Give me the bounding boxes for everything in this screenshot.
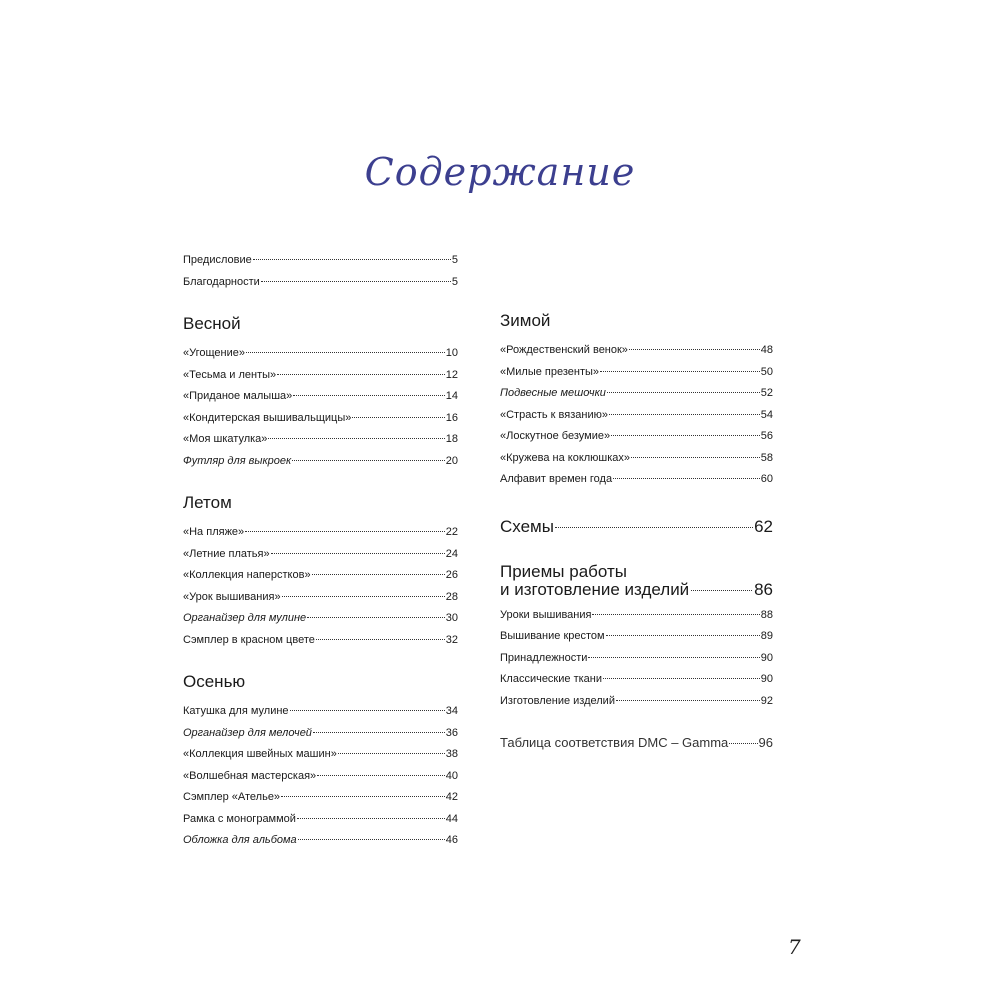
toc-entry-schemes[interactable]: [500, 513, 773, 541]
section-heading-winter: Зимой: [500, 311, 551, 330]
dot-leader: [592, 614, 759, 615]
toc-entry[interactable]: [183, 830, 458, 852]
toc-entry-label: «Волшебная мастерская»: [183, 769, 317, 782]
toc-entry-label: Классические ткани: [500, 673, 602, 685]
toc-entry-page: 16: [445, 411, 458, 424]
toc-entry[interactable]: [183, 522, 458, 544]
toc-entry[interactable]: [500, 669, 773, 691]
toc-entry[interactable]: [183, 544, 458, 566]
dot-leader: [277, 374, 445, 375]
toc-entry-techniques[interactable]: [500, 563, 773, 599]
toc-entry-page: 38: [445, 748, 458, 760]
toc-entry-page: 44: [445, 812, 458, 825]
toc-entry-label: «Тесьма и ленты»: [183, 368, 277, 381]
toc-entry-page: 96: [758, 735, 773, 750]
toc-entry[interactable]: [183, 343, 458, 365]
dot-leader: [600, 371, 760, 372]
toc-entry[interactable]: [500, 605, 773, 627]
dot-leader: [268, 438, 444, 439]
toc-entry[interactable]: [183, 744, 458, 766]
toc-entry[interactable]: [500, 362, 773, 384]
toc-entry[interactable]: [500, 448, 773, 470]
dot-leader: [691, 590, 752, 591]
toc-entry[interactable]: [183, 766, 458, 788]
toc-entry-page: 20: [445, 454, 458, 467]
section-heading-spring: Весной: [183, 314, 241, 333]
dot-leader: [297, 818, 445, 819]
toc-entry-label-line2: и изготовление изделий: [500, 579, 690, 599]
dot-leader: [603, 678, 760, 679]
toc-entry[interactable]: [183, 272, 458, 294]
toc-left-column: [183, 250, 458, 852]
dot-leader: [261, 281, 451, 282]
toc-entry[interactable]: [183, 723, 458, 745]
toc-entry-page: 56: [760, 430, 773, 442]
toc-entry[interactable]: [500, 405, 773, 427]
toc-entry[interactable]: [183, 386, 458, 408]
toc-entry-label: Таблица соответствия DMC – Gamma: [500, 735, 729, 750]
toc-entry-label: «Приданое малыша»: [183, 390, 293, 402]
toc-entry-label: «Угощение»: [183, 347, 245, 359]
toc-entry-page: 42: [445, 791, 458, 803]
toc-entry-page: 14: [445, 390, 458, 402]
dot-leader: [629, 349, 760, 350]
dot-leader: [282, 596, 445, 597]
toc-entry-label: Схемы: [500, 516, 554, 536]
toc-entry-label: «Летние платья»: [183, 547, 270, 560]
dot-leader: [290, 710, 445, 711]
toc-entry-page: 5: [451, 254, 458, 266]
toc-entry-page: 40: [445, 769, 458, 782]
toc-entry-page: 92: [760, 694, 773, 707]
dot-leader: [607, 392, 760, 393]
toc-entry-label-line1: Приемы работы: [500, 561, 627, 581]
toc-entry-page: 86: [754, 579, 773, 599]
toc-entry-label: Подвесные мешочки: [500, 387, 606, 399]
toc-right-column: [500, 310, 773, 754]
dot-leader: [313, 732, 445, 733]
toc-entry-page: 5: [451, 275, 458, 288]
page-number: 7: [788, 935, 801, 959]
toc-entry[interactable]: [183, 250, 458, 272]
toc-entry-label: «Моя шкатулка»: [183, 433, 268, 445]
toc-entry[interactable]: [183, 587, 458, 609]
dot-leader: [307, 617, 445, 618]
toc-entry-label: Обложка для альбома: [183, 834, 297, 846]
toc-entry-page: 54: [760, 408, 773, 421]
dot-leader: [317, 775, 445, 776]
dot-leader: [246, 352, 445, 353]
dot-leader: [298, 839, 445, 840]
toc-entry-page: 18: [445, 433, 458, 445]
dot-leader: [613, 478, 760, 479]
dot-leader: [631, 457, 760, 458]
dot-leader: [609, 414, 760, 415]
toc-entry[interactable]: [183, 701, 458, 723]
toc-entry-page: 24: [445, 547, 458, 560]
toc-entry[interactable]: [183, 787, 458, 809]
toc-entry-label: Сэмплер в красном цвете: [183, 633, 315, 646]
toc-entry[interactable]: [183, 565, 458, 587]
page-title: Содержание: [364, 150, 636, 194]
toc-entry-label: «Кружева на коклюшках»: [500, 451, 631, 464]
dot-leader: [271, 553, 445, 554]
toc-entry-page: 30: [445, 612, 458, 624]
toc-entry[interactable]: [183, 451, 458, 473]
toc-entry-page: 46: [445, 834, 458, 846]
toc-entry[interactable]: [500, 383, 773, 405]
toc-entry-label: «Коллекция швейных машин»: [183, 748, 337, 760]
toc-entry-label: Принадлежности: [500, 651, 588, 664]
dot-leader: [606, 635, 760, 636]
toc-entry-page: 28: [445, 590, 458, 603]
toc-entry[interactable]: [183, 408, 458, 430]
toc-entry-page: 90: [760, 673, 773, 685]
toc-entry-label: «На пляже»: [183, 526, 245, 538]
toc-entry-label: «Страсть к вязанию»: [500, 408, 608, 421]
toc-entry-label: Предисловие: [183, 254, 252, 266]
toc-entry-page: 34: [445, 705, 458, 717]
toc-entry[interactable]: [183, 630, 458, 652]
dot-leader: [729, 743, 757, 744]
toc-entry-label: Уроки вышивания: [500, 608, 592, 621]
toc-entry[interactable]: [183, 608, 458, 630]
toc-entry-label: «Лоскутное безумие»: [500, 430, 611, 442]
toc-entry-page: 62: [754, 516, 773, 536]
toc-entry-label: «Кондитерская вышивальщицы»: [183, 411, 352, 424]
dot-leader: [281, 796, 445, 797]
toc-entry-label: Футляр для выкроек: [183, 454, 292, 467]
section-heading-summer: Летом: [183, 493, 232, 512]
dot-leader: [253, 259, 451, 260]
section-heading-autumn: Осенью: [183, 672, 246, 691]
dot-leader: [616, 700, 760, 701]
toc-entry[interactable]: [500, 691, 773, 713]
dot-leader: [611, 435, 760, 436]
toc-entry-label: Изготовление изделий: [500, 694, 615, 707]
toc-entry-page: 48: [760, 344, 773, 356]
toc-entry[interactable]: [183, 809, 458, 831]
toc-entry-label: «Милые презенты»: [500, 365, 600, 378]
dot-leader: [292, 460, 445, 461]
toc-entry-page: 89: [760, 630, 773, 642]
toc-entry-label: Сэмплер «Ателье»: [183, 791, 281, 803]
toc-entry-label: Катушка для мулине: [183, 705, 289, 717]
toc-entry-page: 90: [760, 651, 773, 664]
toc-entry-page: 10: [445, 347, 458, 359]
toc-entry-label: Алфавит времен года: [500, 473, 613, 485]
toc-entry-label: Благодарности: [183, 275, 260, 288]
toc-entry-label: «Рождественский венок»: [500, 344, 628, 356]
toc-entry-table[interactable]: [500, 732, 773, 754]
toc-entry[interactable]: [500, 648, 773, 670]
dot-leader: [312, 574, 445, 575]
dot-leader: [316, 639, 445, 640]
dot-leader: [245, 531, 445, 532]
toc-entry-page: 32: [445, 633, 458, 646]
toc-entry-page: 58: [760, 451, 773, 464]
toc-entry[interactable]: [500, 426, 773, 448]
dot-leader: [588, 657, 759, 658]
toc-entry-label: Органайзер для мелочей: [183, 726, 312, 739]
toc-entry-page: 88: [760, 608, 773, 621]
toc-entry-label: Органайзер для мулине: [183, 612, 307, 624]
toc-entry[interactable]: [500, 469, 773, 491]
toc-entry-page: 60: [760, 473, 773, 485]
toc-entry-label: «Урок вышивания»: [183, 590, 281, 603]
toc-entry-page: 52: [760, 387, 773, 399]
toc-entry-page: 26: [445, 569, 458, 581]
dot-leader: [293, 395, 444, 396]
toc-entry[interactable]: [183, 429, 458, 451]
toc-entry-label: Рамка с монограммой: [183, 812, 296, 825]
toc-entry[interactable]: [183, 365, 458, 387]
dot-leader: [555, 527, 753, 528]
dot-leader: [352, 417, 444, 418]
toc-entry-page: 50: [760, 365, 773, 378]
dot-leader: [338, 753, 445, 754]
toc-entry-label: Вышивание крестом: [500, 630, 605, 642]
toc-entry-page: 22: [445, 526, 458, 538]
toc-entry[interactable]: [500, 340, 773, 362]
toc-entry-label: «Коллекция наперстков»: [183, 569, 311, 581]
toc-entry-page: 12: [445, 368, 458, 381]
toc-entry-page: 36: [445, 726, 458, 739]
toc-entry[interactable]: [500, 626, 773, 648]
